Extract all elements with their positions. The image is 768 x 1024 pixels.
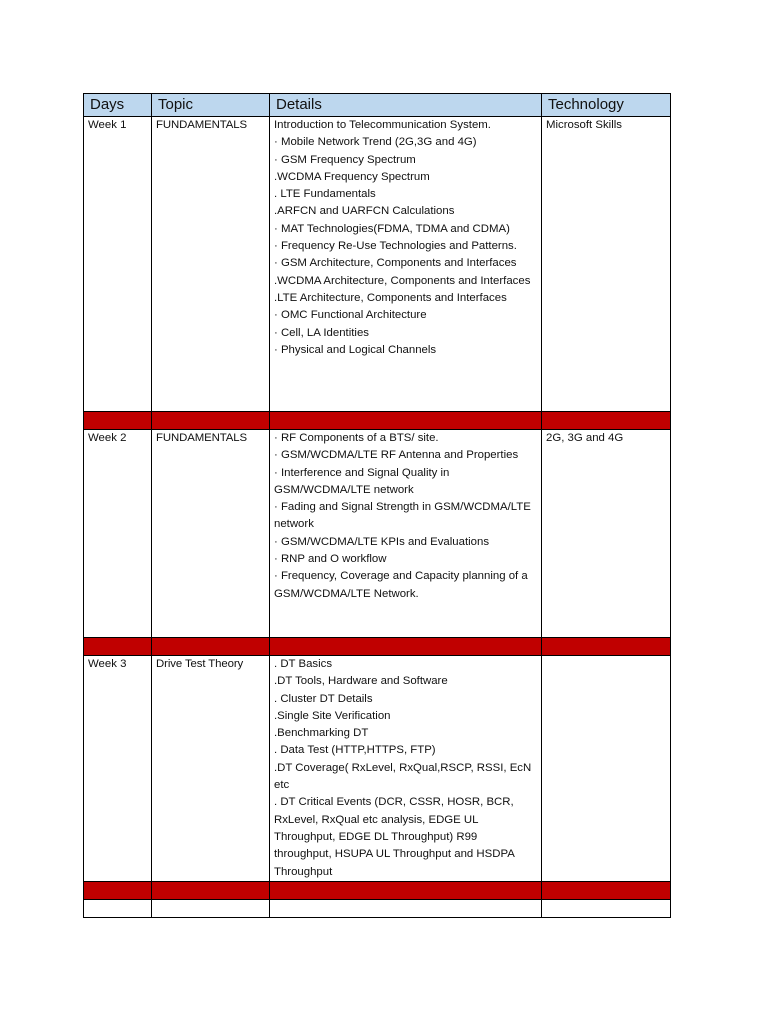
separator-cell	[270, 638, 542, 656]
day-cell: Week 1	[84, 117, 152, 412]
detail-line: . DT Basics	[274, 658, 333, 670]
empty-cell	[152, 900, 270, 918]
detail-line: · MAT Technologies(FDMA, TDMA and CDMA)	[274, 222, 510, 235]
technology-cell	[542, 656, 671, 882]
detail-line: .WCDMA Frequency Spectrum	[274, 170, 430, 183]
table-header-row	[84, 94, 671, 117]
separator-row	[84, 412, 671, 430]
detail-line: .ARFCN and UARFCN Calculations	[274, 205, 455, 218]
detail-line: . DT Critical Events (DCR, CSSR, HOSR, BCR, RxLevel, RxQual etc analysis, EDGE UL Throughput, EDGE DL Throughput) R99 throughput, HSUPA UL Throughput and HSDPA Throughput	[274, 796, 515, 878]
detail-line: Introduction to Telecommunication System.	[274, 119, 491, 131]
topic-cell: FUNDAMENTALS	[152, 117, 270, 412]
header-details: Details	[270, 94, 542, 117]
detail-line: · RF Components of a BTS/ site.	[274, 432, 439, 444]
header-topic: Topic	[152, 94, 270, 117]
detail-line: .Benchmarking DT	[274, 727, 369, 740]
separator-cell	[84, 412, 152, 430]
separator-cell	[84, 638, 152, 656]
detail-line: . Cluster DT Details	[274, 692, 373, 705]
separator-row	[84, 882, 671, 900]
separator-cell	[152, 882, 270, 900]
header-days: Days	[84, 94, 152, 117]
technology-cell: 2G, 3G and 4G	[542, 430, 671, 638]
technology-cell: Microsoft Skills	[542, 117, 671, 412]
empty-cell	[542, 900, 671, 918]
separator-row	[84, 638, 671, 656]
detail-line: .WCDMA Architecture, Components and Interfaces	[274, 274, 531, 287]
topic-cell: FUNDAMENTALS	[152, 430, 270, 638]
detail-line: . Data Test (HTTP,HTTPS, FTP)	[274, 744, 436, 757]
empty-row	[84, 900, 671, 918]
detail-line: .DT Tools, Hardware and Software	[274, 675, 448, 688]
detail-line: · GSM Architecture, Components and Interfaces	[274, 257, 517, 270]
separator-cell	[84, 882, 152, 900]
detail-line: · GSM/WCDMA/LTE KPIs and Evaluations	[274, 535, 490, 548]
header-technology: Technology	[542, 94, 671, 117]
course-schedule-table	[83, 93, 671, 918]
details-cell	[270, 656, 542, 882]
detail-line: · GSM/WCDMA/LTE RF Antenna and Properties	[274, 449, 519, 462]
day-cell: Week 2	[84, 430, 152, 638]
separator-cell	[152, 412, 270, 430]
table-row	[84, 117, 671, 412]
empty-cell	[84, 900, 152, 918]
table-row	[84, 656, 671, 882]
separator-cell	[270, 882, 542, 900]
detail-line: . LTE Fundamentals	[274, 188, 376, 201]
details-cell	[270, 430, 542, 638]
detail-line: .Single Site Verification	[274, 709, 391, 722]
separator-cell	[542, 412, 671, 430]
separator-cell	[542, 882, 671, 900]
table-row	[84, 430, 671, 638]
detail-line: · Interference and Signal Quality in GSM/WCDMA/LTE network	[274, 466, 450, 496]
detail-line: · Cell, LA Identities	[274, 326, 369, 339]
detail-line: · Physical and Logical Channels	[274, 343, 437, 356]
separator-cell	[270, 412, 542, 430]
detail-line: .LTE Architecture, Components and Interfaces	[274, 291, 507, 304]
detail-line: · OMC Functional Architecture	[274, 309, 427, 322]
day-cell: Week 3	[84, 656, 152, 882]
details-cell	[270, 117, 542, 412]
separator-cell	[152, 638, 270, 656]
topic-cell: Drive Test Theory	[152, 656, 270, 882]
detail-line: .DT Coverage( RxLevel, RxQual,RSCP, RSSI, EcN etc	[274, 761, 532, 792]
detail-line: · RNP and O workflow	[274, 553, 387, 566]
detail-line: · Fading and Signal Strength in GSM/WCDMA/LTE network	[274, 501, 531, 531]
detail-line: · Mobile Network Trend (2G,3G and 4G)	[274, 136, 477, 149]
empty-cell	[270, 900, 542, 918]
separator-cell	[542, 638, 671, 656]
detail-line: · Frequency, Coverage and Capacity planning of a GSM/WCDMA/LTE Network.	[274, 570, 528, 600]
detail-line: · GSM Frequency Spectrum	[274, 153, 416, 166]
detail-line: · Frequency Re-Use Technologies and Patterns.	[274, 240, 517, 253]
